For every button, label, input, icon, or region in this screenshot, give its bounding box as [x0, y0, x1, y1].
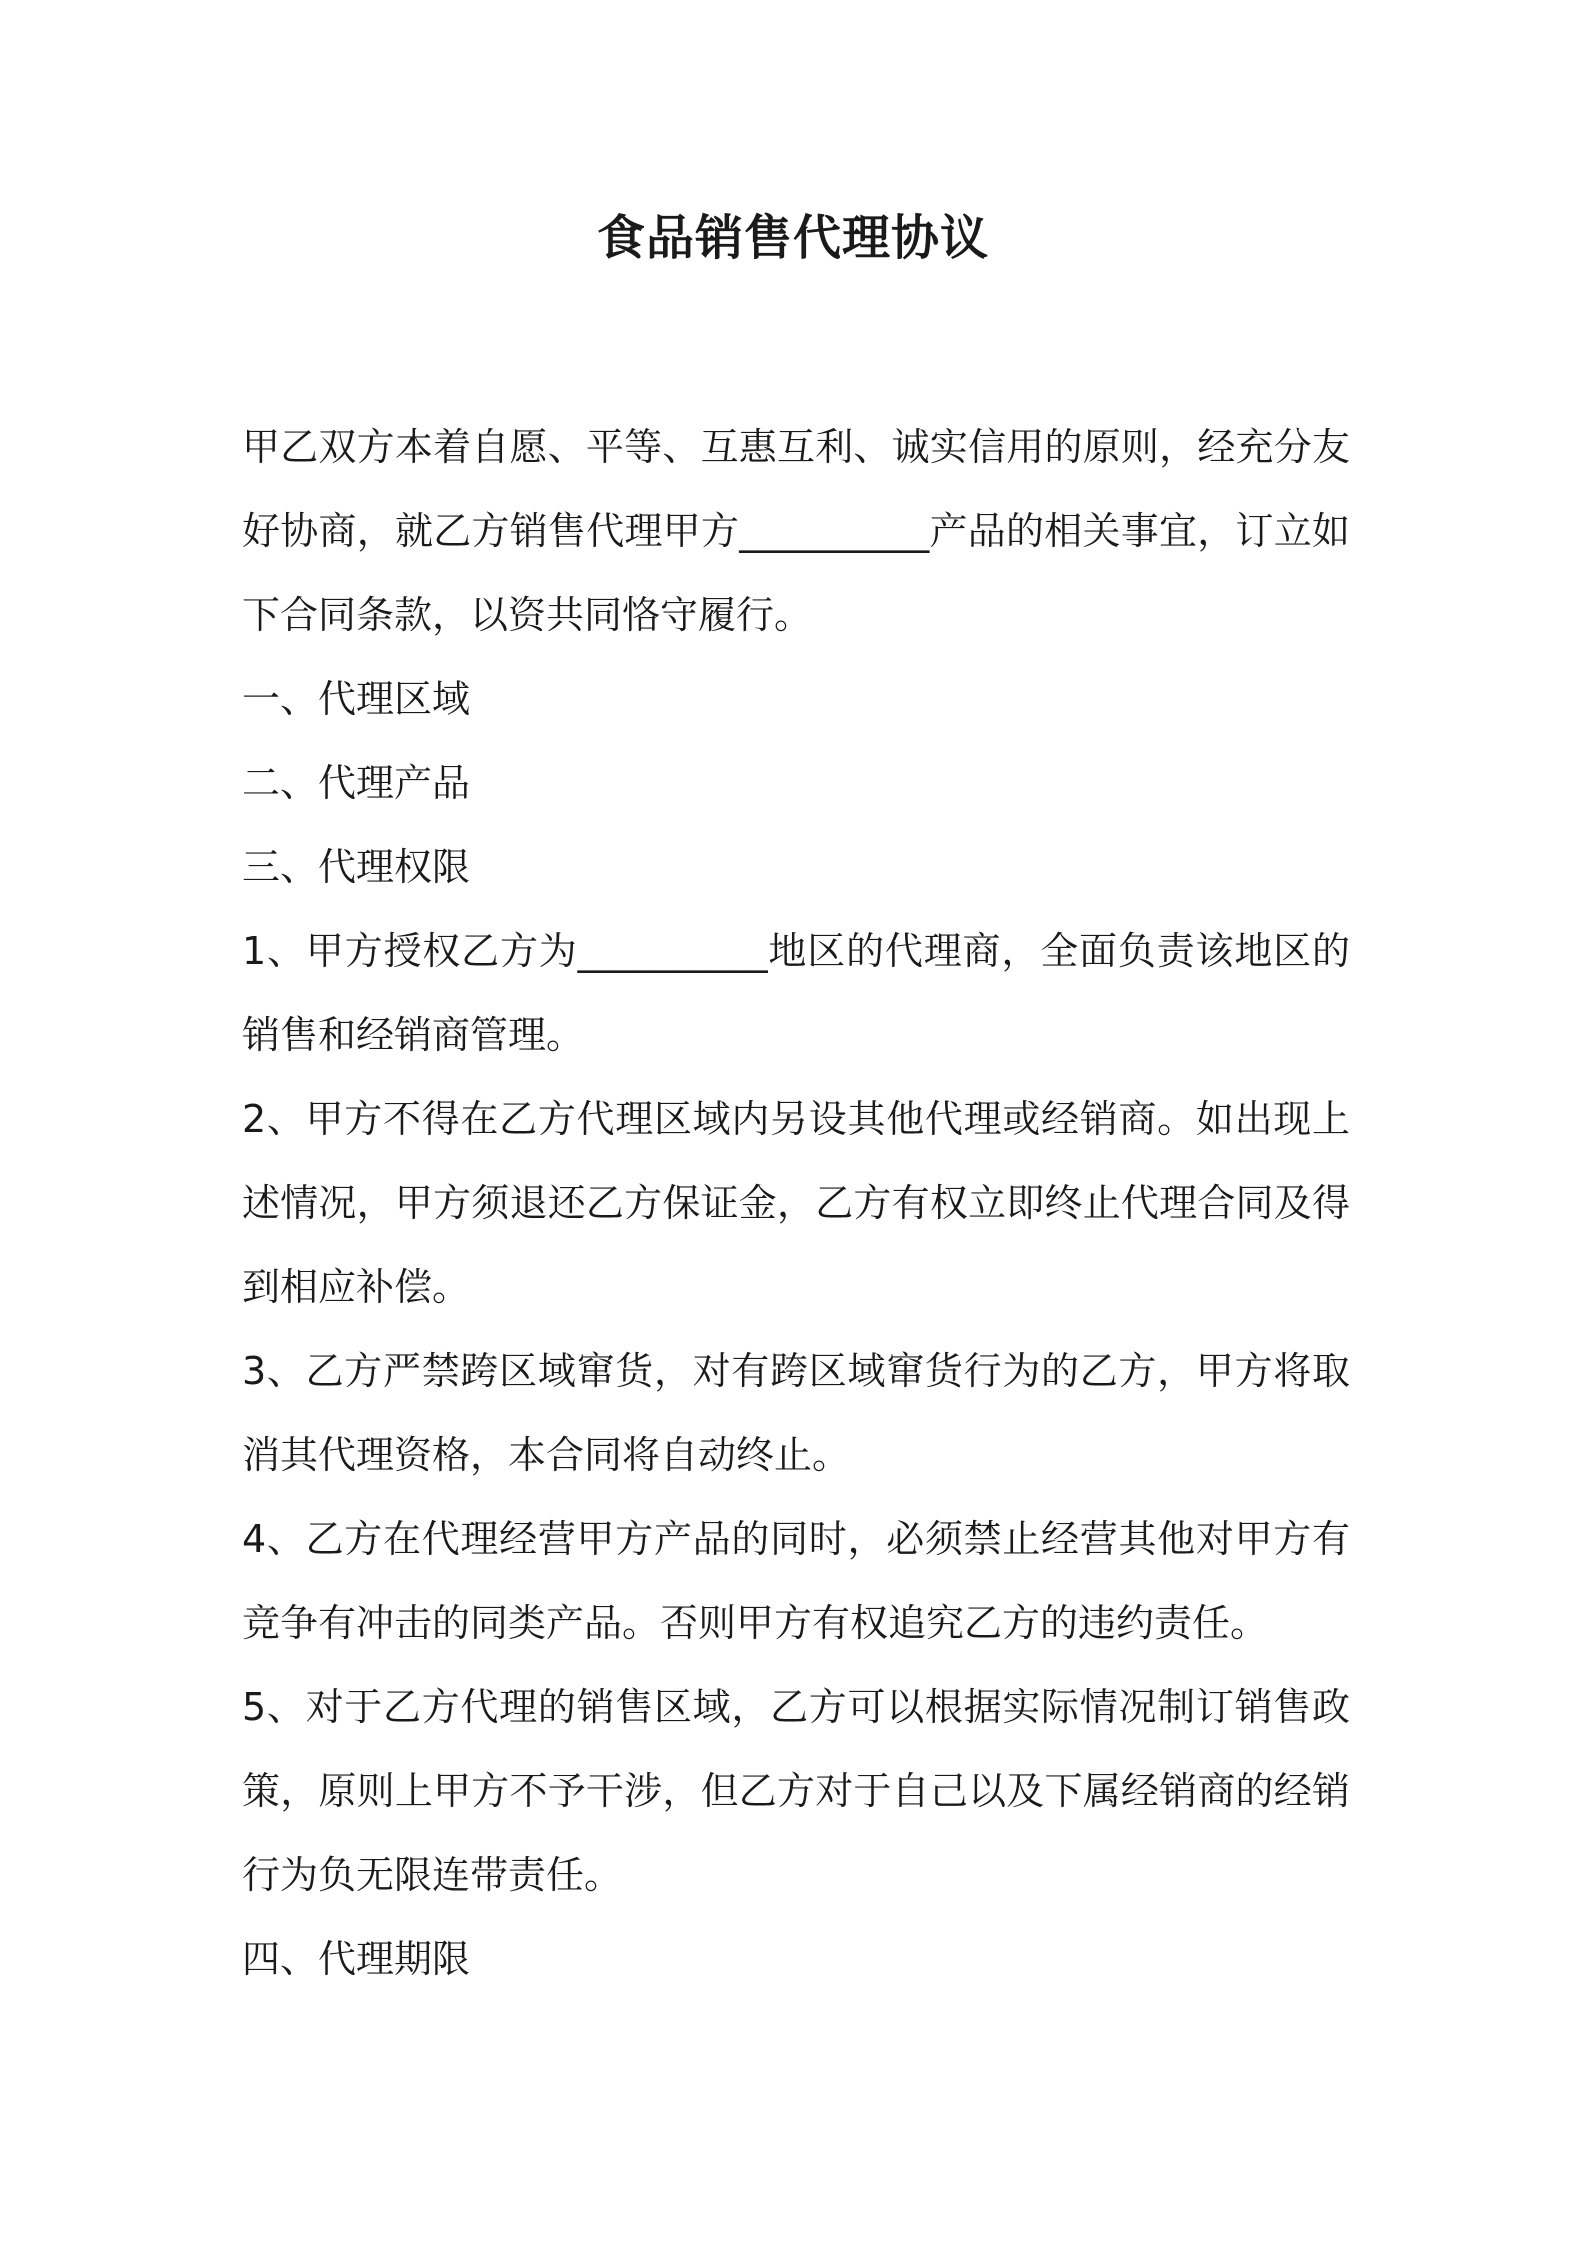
intro-paragraph: 甲乙双方本着自愿、平等、互惠互利、诚实信用的原则，经充分友好协商，就乙方销售代理甲方__________产品的相关事宜，订立如下合同条款，以资共同恪守履行。	[242, 425, 1350, 637]
clause-2: 2、甲方不得在乙方代理区域内另设其他代理或经销商。如出现上述情况，甲方须退还乙方保证金，乙方有权立即终止代理合同及得到相应补偿。	[242, 1097, 1350, 1309]
clause-5: 5、对于乙方代理的销售区域，乙方可以根据实际情况制订销售政策，原则上甲方不予干涉，但乙方对于自己以及下属经销商的经销行为负无限连带责任。	[242, 1685, 1350, 1897]
section-heading-region: 一、代理区域	[242, 677, 471, 721]
section-heading-term: 四、代理期限	[242, 1937, 471, 1981]
clause-1: 1、甲方授权乙方为__________地区的代理商，全面负责该地区的销售和经销商管理。	[242, 929, 1350, 1057]
clause-3: 3、乙方严禁跨区域窜货，对有跨区域窜货行为的乙方，甲方将取消其代理资格，本合同将自动终止。	[242, 1349, 1350, 1477]
document-body	[242, 405, 1350, 2001]
clause-4: 4、乙方在代理经营甲方产品的同时，必须禁止经营其他对甲方有竞争有冲击的同类产品。否则甲方有权追究乙方的违约责任。	[242, 1517, 1350, 1645]
document-title: 食品销售代理协议	[596, 210, 989, 266]
section-heading-authority: 三、代理权限	[242, 845, 471, 889]
section-heading-product: 二、代理产品	[242, 761, 471, 805]
